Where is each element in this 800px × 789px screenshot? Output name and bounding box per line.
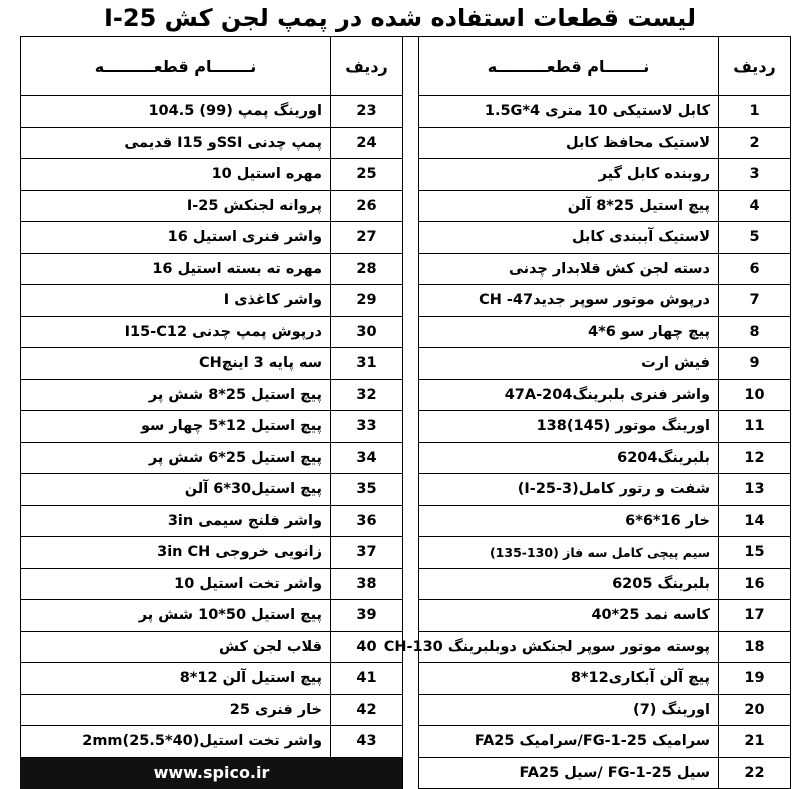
column-gap [403,694,419,726]
table-row [21,694,791,726]
left-row-number: 28 [331,253,403,285]
right-row-number: 7 [719,285,791,317]
left-part-name: واشر کاغذی I [21,285,331,317]
left-part-name: اورینگ پمپ (99) 104.5 [21,96,331,128]
table-row [21,222,791,254]
left-part-name: قلاب لجن کش [21,631,331,663]
column-gap [403,190,419,222]
table-header-row [21,37,791,96]
right-row-number: 4 [719,190,791,222]
right-part-name: اورینگ موتور (145)138 [419,411,719,443]
right-row-number: 19 [719,663,791,695]
column-gap [403,316,419,348]
left-row-number: 23 [331,96,403,128]
left-part-name: پیچ استیل 25*6 شش پر [21,442,331,474]
left-row-number: 33 [331,411,403,443]
table-row [21,726,791,758]
right-part-name: بلبرینگ6204 [419,442,719,474]
column-gap [403,285,419,317]
left-part-name: مهره استیل 10 [21,159,331,191]
parts-table-body [21,37,791,789]
column-gap [403,600,419,632]
right-part-name: پیچ چهار سو 6*4 [419,316,719,348]
right-row-number: 15 [719,537,791,569]
right-row-number: 8 [719,316,791,348]
left-part-name: پیچ استیل 25*8 شش پر [21,379,331,411]
table-row [21,757,791,789]
left-part-name: واشر فنری استیل 16 [21,222,331,254]
header-part-name: نـــــــام قطعـــــــــه [21,37,331,96]
column-gap [403,537,419,569]
right-row-number: 9 [719,348,791,380]
left-part-name: پیچ استیل آلن 12*8 [21,663,331,695]
right-part-name: اورینگ (7) [419,694,719,726]
left-part-name: زانویی خروجی 3in CH [21,537,331,569]
column-gap [403,379,419,411]
left-row-number: 37 [331,537,403,569]
left-row-number: 39 [331,600,403,632]
column-gap [403,442,419,474]
header-row-number: ردیف [331,37,403,96]
right-part-name: سیل FG-1-25 /سیل FA25 [419,757,719,789]
right-row-number: 20 [719,694,791,726]
left-row-number: 42 [331,694,403,726]
left-part-name: پیچ استیل30*6 آلن [21,474,331,506]
left-row-number: 25 [331,159,403,191]
left-row-number: 43 [331,726,403,758]
right-row-number: 14 [719,505,791,537]
table-row [21,568,791,600]
right-part-name: پیچ استیل 25*8 آلن [419,190,719,222]
right-part-name: دسته لجن کش قلابدار چدنی [419,253,719,285]
table-row [21,663,791,695]
left-part-name: واشر فلنج سیمی 3in [21,505,331,537]
left-part-name: درپوش پمپ چدنی I15-C12 [21,316,331,348]
table-row [21,316,791,348]
left-row-number: 29 [331,285,403,317]
parts-table [20,36,791,789]
right-part-name: سرامیک FG-1-25/سرامیک FA25 [419,726,719,758]
column-gap [403,663,419,695]
column-gap [403,96,419,128]
right-row-number: 6 [719,253,791,285]
right-row-number: 18 [719,631,791,663]
table-row [21,442,791,474]
right-row-number: 13 [719,474,791,506]
column-gap [403,568,419,600]
right-row-number: 1 [719,96,791,128]
table-row [21,253,791,285]
right-row-number: 12 [719,442,791,474]
table-row [21,631,791,663]
left-part-name: واشر تخت استیل(40*25.5)2mm [21,726,331,758]
right-row-number: 10 [719,379,791,411]
right-row-number: 3 [719,159,791,191]
column-gap [403,159,419,191]
header-part-name: نـــــــام قطعـــــــــه [419,37,719,96]
right-row-number: 21 [719,726,791,758]
right-part-name: پوسته موتور سوپر لجنکش دوبلبرینگ CH-130 [419,631,719,663]
right-row-number: 22 [719,757,791,789]
column-gap [403,37,419,96]
left-row-number: 26 [331,190,403,222]
column-gap [403,726,419,758]
left-row-number: 34 [331,442,403,474]
right-part-name: سیم پیچی کامل سه فاز (130-135) [419,537,719,569]
right-part-name: پیچ آلن آبکاری12*8 [419,663,719,695]
right-part-name: واشر فنری بلبرینگ47A-204 [419,379,719,411]
right-row-number: 11 [719,411,791,443]
left-part-name: پمپ چدنی SSIو I15 قدیمی [21,127,331,159]
column-gap [403,474,419,506]
left-row-number: 27 [331,222,403,254]
right-part-name: درپوش موتور سوپر جدید47- CH [419,285,719,317]
header-row-number: ردیف [719,37,791,96]
right-row-number: 17 [719,600,791,632]
table-row [21,505,791,537]
left-row-number: 30 [331,316,403,348]
column-gap [403,222,419,254]
right-part-name: فیش ارت [419,348,719,380]
right-row-number: 2 [719,127,791,159]
column-gap [403,348,419,380]
table-row [21,159,791,191]
right-row-number: 5 [719,222,791,254]
left-row-number: 31 [331,348,403,380]
left-row-number: 38 [331,568,403,600]
left-row-number: 41 [331,663,403,695]
column-gap [403,757,419,789]
left-part-name: واشر تخت استیل 10 [21,568,331,600]
left-row-number: 35 [331,474,403,506]
table-row [21,411,791,443]
right-part-name: شفت و رتور کامل(3-25-I) [419,474,719,506]
table-row [21,379,791,411]
table-row [21,600,791,632]
page-title: لیست قطعات استفاده شده در پمپ لجن کش I-25 [103,4,696,32]
left-row-number: 32 [331,379,403,411]
right-part-name: کابل لاستیکی 10 متری 1.5G*4 [419,96,719,128]
left-part-name: پیچ استیل 50*10 شش پر [21,600,331,632]
column-gap [403,127,419,159]
left-row-number: 40 [331,631,403,663]
column-gap [403,411,419,443]
column-gap [403,253,419,285]
left-part-name: پیچ استیل 12*5 چهار سو [21,411,331,443]
right-row-number: 16 [719,568,791,600]
left-row-number: 24 [331,127,403,159]
left-part-name: خار فنری 25 [21,694,331,726]
right-part-name: خار 16*6*6 [419,505,719,537]
right-part-name: لاستیک آببندی کابل [419,222,719,254]
left-row-number: 36 [331,505,403,537]
right-part-name: روبنده کابل گیر [419,159,719,191]
left-part-name: سه پایه 3 اینچCH [21,348,331,380]
table-row [21,96,791,128]
table-row [21,285,791,317]
left-part-name: پروانه لجنکش I-25 [21,190,331,222]
right-part-name: لاستیک محافظ کابل [419,127,719,159]
right-part-name: کاسه نمد 25*40 [419,600,719,632]
table-row [21,348,791,380]
left-part-name: مهره ته بسته استیل 16 [21,253,331,285]
website-url: www.spico.ir [21,757,403,789]
table-row [21,127,791,159]
table-row [21,537,791,569]
table-row [21,474,791,506]
table-row [21,190,791,222]
right-part-name: بلبرینگ 6205 [419,568,719,600]
column-gap [403,505,419,537]
